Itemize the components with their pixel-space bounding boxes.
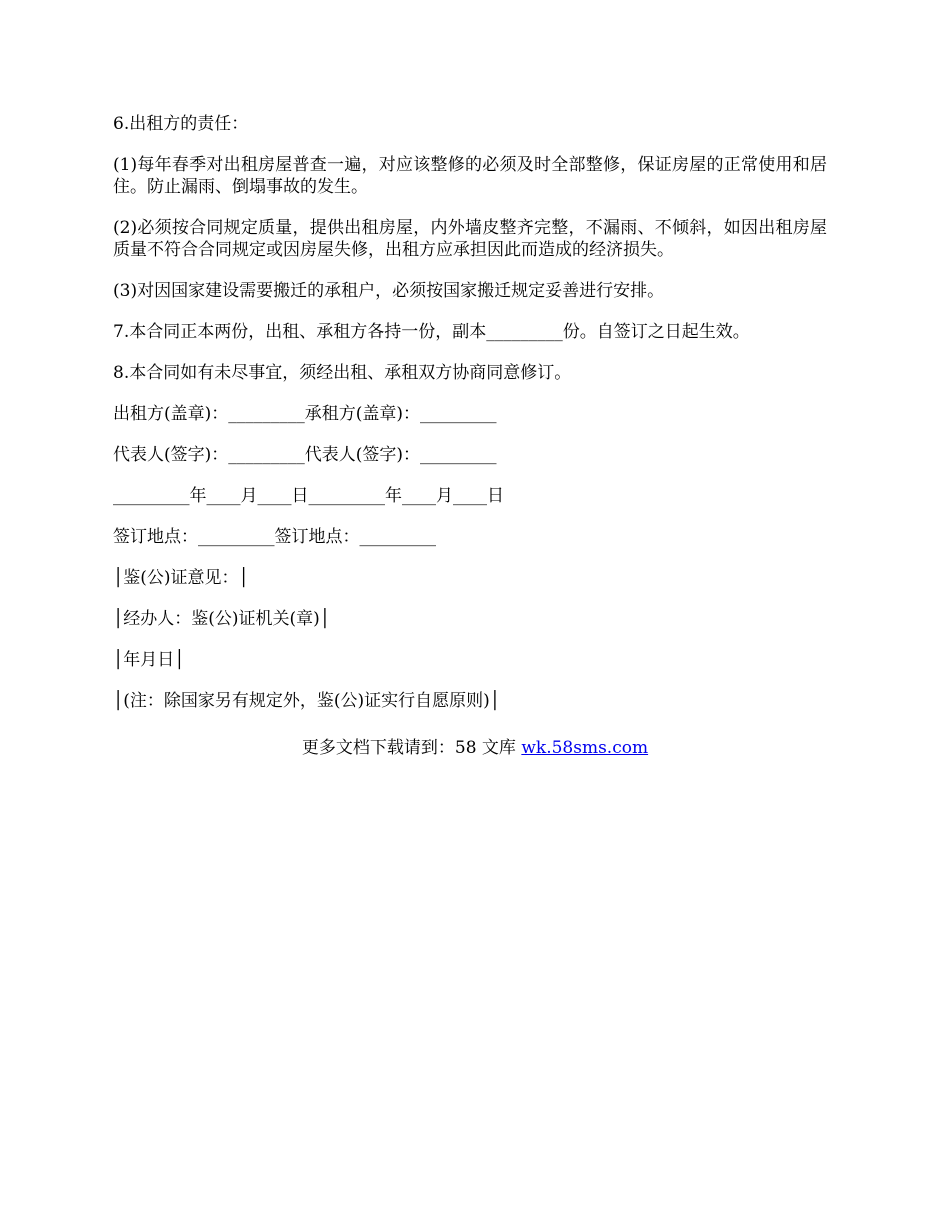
signature-representative-line: 代表人(签字)：_________代表人(签字)：_________ [113,445,497,465]
notary-handler-line: │经办人：鉴(公)证机关(章)│ [113,609,330,629]
clause-8: 8.本合同如有未尽事宜，须经出租、承租双方协商同意修订。 [113,363,572,383]
footer-link[interactable]: wk.58sms.com [521,738,649,758]
clause-6-item-1: (1)每年春季对出租房屋普查一遍，对应该整修的必须及时全部整修，保证房屋的正常使用和居住。防止漏雨、倒塌事故的发生。 [113,155,827,197]
clause-6-item-2: (2)必须按合同规定质量，提供出租房屋，内外墙皮整齐完整，不漏雨、不倾斜，如因出租房屋质量不符合合同规定或因房屋失修，出租方应承担因此而造成的经济损失。 [113,218,827,260]
signature-date-line: _________年____月____日_________年____月____日 [113,486,504,506]
clause-6-item-3: (3)对因国家建设需要搬迁的承租户，必须按国家搬迁规定妥善进行安排。 [113,281,665,301]
signing-location-line: 签订地点：_________签订地点：_________ [113,527,436,547]
page-footer [0,737,950,759]
notary-note-line: │(注：除国家另有规定外，鉴(公)证实行自愿原则)│ [113,691,500,711]
footer-prefix-text: 更多文档下载请到：58 文库 [301,738,522,758]
notary-opinion-line: │鉴(公)证意见：│ [113,568,249,588]
document-body [113,113,827,731]
clause-7: 7.本合同正本两份，出租、承租方各持一份，副本_________份。自签订之日起生效。 [113,322,750,342]
signature-seal-line: 出租方(盖章)：_________承租方(盖章)：_________ [113,404,497,424]
clause-6-heading: 6.出租方的责任： [113,114,249,134]
notary-date-line: │年月日│ [113,650,185,670]
